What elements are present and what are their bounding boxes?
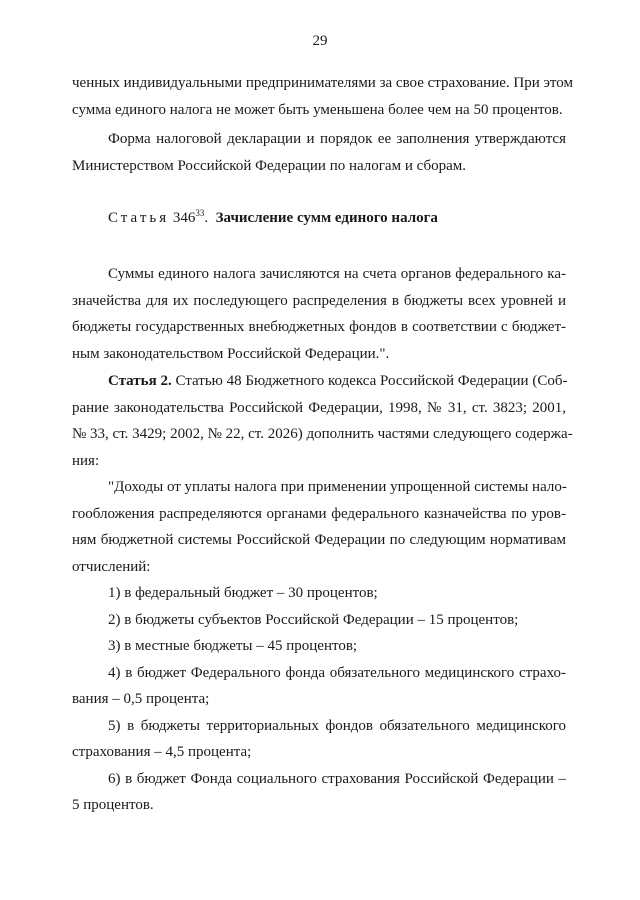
text-line: бюджеты государственных внебюджетных фондов в соответствии с бюджет- — [72, 319, 566, 335]
form-paragraph — [72, 126, 566, 179]
list-item: 1) в федеральный бюджет – 30 процентов; — [108, 585, 378, 601]
text-line: ным законодательством Российской Федерации.". — [72, 345, 390, 362]
text-line: рание законодательства Российской Федерации, 1998, № 31, ст. 3823; 2001, — [72, 399, 566, 416]
article-346-33-heading — [72, 205, 566, 232]
article-2-label: Статья 2. — [108, 373, 172, 389]
text-line — [72, 368, 566, 395]
text-line: № 33, ст. 3429; 2002, № 22, ст. 2026) дополнить частями следующего содержа- — [72, 426, 573, 442]
list-item-continuation: 5 процентов. — [72, 797, 154, 813]
article-heading-line — [72, 205, 566, 232]
text-line: отчислений: — [72, 558, 151, 575]
text-line: Суммы единого налога зачисляются на счета органов федерального ка- — [108, 266, 566, 282]
article-dot: . — [204, 210, 209, 226]
article-title: Зачисление сумм единого налога — [215, 210, 438, 226]
text-line: ния: — [72, 452, 100, 469]
text-line: сумма единого налога не может быть уменьшена более чем на 50 процентов. — [72, 101, 563, 118]
list-item: 4) в бюджет Федерального фонда обязательного медицинского страхо- — [108, 664, 566, 681]
text-line: Министерством Российской Федерации по налогам и сборам. — [72, 157, 466, 174]
text-line: значейства для их последующего распределения в бюджеты всех уровней и — [72, 292, 566, 309]
list-item-continuation: страхования – 4,5 процента; — [72, 744, 252, 760]
list-item: 3) в местные бюджеты – 45 процентов; — [108, 638, 358, 654]
list-item: 2) в бюджеты субъектов Российской Федерации – 15 процентов; — [108, 611, 519, 628]
list-item: 6) в бюджет Фонда социального страхования Российской Федерации – — [108, 770, 566, 787]
text-line: "Доходы от уплаты налога при применении упрощенной системы нало- — [108, 479, 567, 495]
article-2-line1: Статью 48 Бюджетного кодекса Российской Федерации (Соб- — [175, 373, 568, 389]
page-number: 29 — [312, 33, 328, 49]
article-word: Статья — [108, 210, 170, 226]
article-2-block — [72, 368, 573, 819]
list-item: 5) в бюджеты территориальных фондов обязательного медицинского — [108, 717, 566, 734]
article-number: 346 — [172, 210, 196, 226]
list-item-continuation: вания – 0,5 процента; — [72, 691, 210, 707]
article-346-33-body — [72, 261, 566, 367]
text-line: гообложения распределяются органами федерального казначейства по уров- — [72, 505, 566, 522]
article-superscript: 33 — [195, 208, 205, 218]
text-line: Форма налоговой декларации и порядок ее заполнения утверждаются — [108, 131, 566, 147]
text-line: ням бюджетной системы Российской Федерации по следующим нормативам — [72, 532, 566, 548]
text-line: ченных индивидуальными предпринимателями за свое страхование. При этом — [72, 75, 573, 91]
intro-block — [72, 70, 573, 123]
